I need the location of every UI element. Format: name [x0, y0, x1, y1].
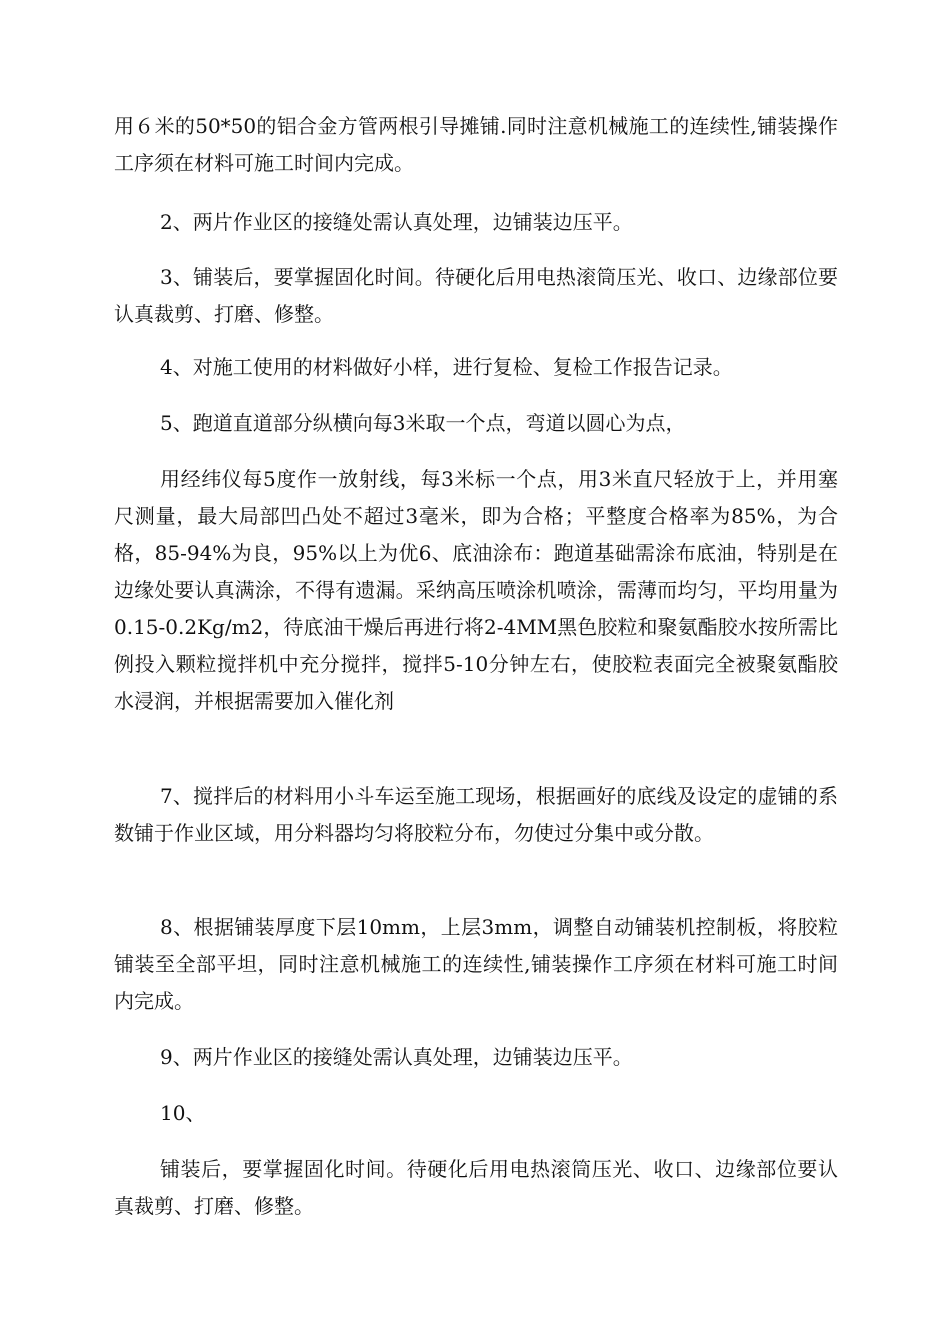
paragraph-3: 3、铺装后，要掌握固化时间。待硬化后用电热滚筒压光、收口、边缘部位要认真裁剪、打磨、修整。	[114, 265, 838, 326]
paragraph-continuation: 用６米的50*50的铝合金方管两根引导摊铺.同时注意机械施工的连续性,铺装操作工序须在材料可施工时间内完成。	[114, 114, 838, 175]
paragraph-9: 9、两片作业区的接缝处需认真处理，边铺装边压平。	[160, 1045, 633, 1069]
paragraph-10-label: 10、	[160, 1101, 206, 1125]
paragraph-8: 8、根据铺装厚度下层10mm，上层3mm，调整自动铺装机控制板，将胶粒铺装至全部平坦，同时注意机械施工的连续性,铺装操作工序须在材料可施工时间内完成。	[114, 915, 838, 1013]
paragraph-5: 5、跑道直道部分纵横向每3米取一个点，弯道以圆心为点，	[160, 411, 686, 435]
paragraph-10-text: 铺装后，要掌握固化时间。待硬化后用电热滚筒压光、收口、边缘部位要认真裁剪、打磨、修整。	[114, 1157, 838, 1218]
paragraph-5-continued: 用经纬仪每5度作一放射线，每3米标一个点，用3米直尺轻放于上，并用塞尺测量，最大局部凹凸处不超过3毫米，即为合格；平整度合格率为85%，为合格，85-94%为良，95%以上为优6、底油涂布：跑道基础需涂布底油，特别是在边缘处要认真满涂，不得有遗漏。采纳高压喷涂机喷涂，需薄而均匀，平均用量为0.15-0.2Kg/m2，待底油干燥后再进行将2-4MM黑色胶粒和聚氨酯胶水按所需比例投入颗粒搅拌机中充分搅拌，搅拌5-10分钟左右，使胶粒表面完全被聚氨酯胶水浸润，并根据需要加入催化剂	[114, 467, 838, 713]
paragraph-2: 2、两片作业区的接缝处需认真处理，边铺装边压平。	[160, 210, 633, 234]
paragraph-7: 7、搅拌后的材料用小斗车运至施工现场，根据画好的底线及设定的虚铺的系数铺于作业区域，用分料器均匀将胶粒分布，勿使过分集中或分散。	[114, 784, 838, 845]
paragraph-4: 4、对施工使用的材料做好小样，进行复检、复检工作报告记录。	[160, 355, 733, 379]
